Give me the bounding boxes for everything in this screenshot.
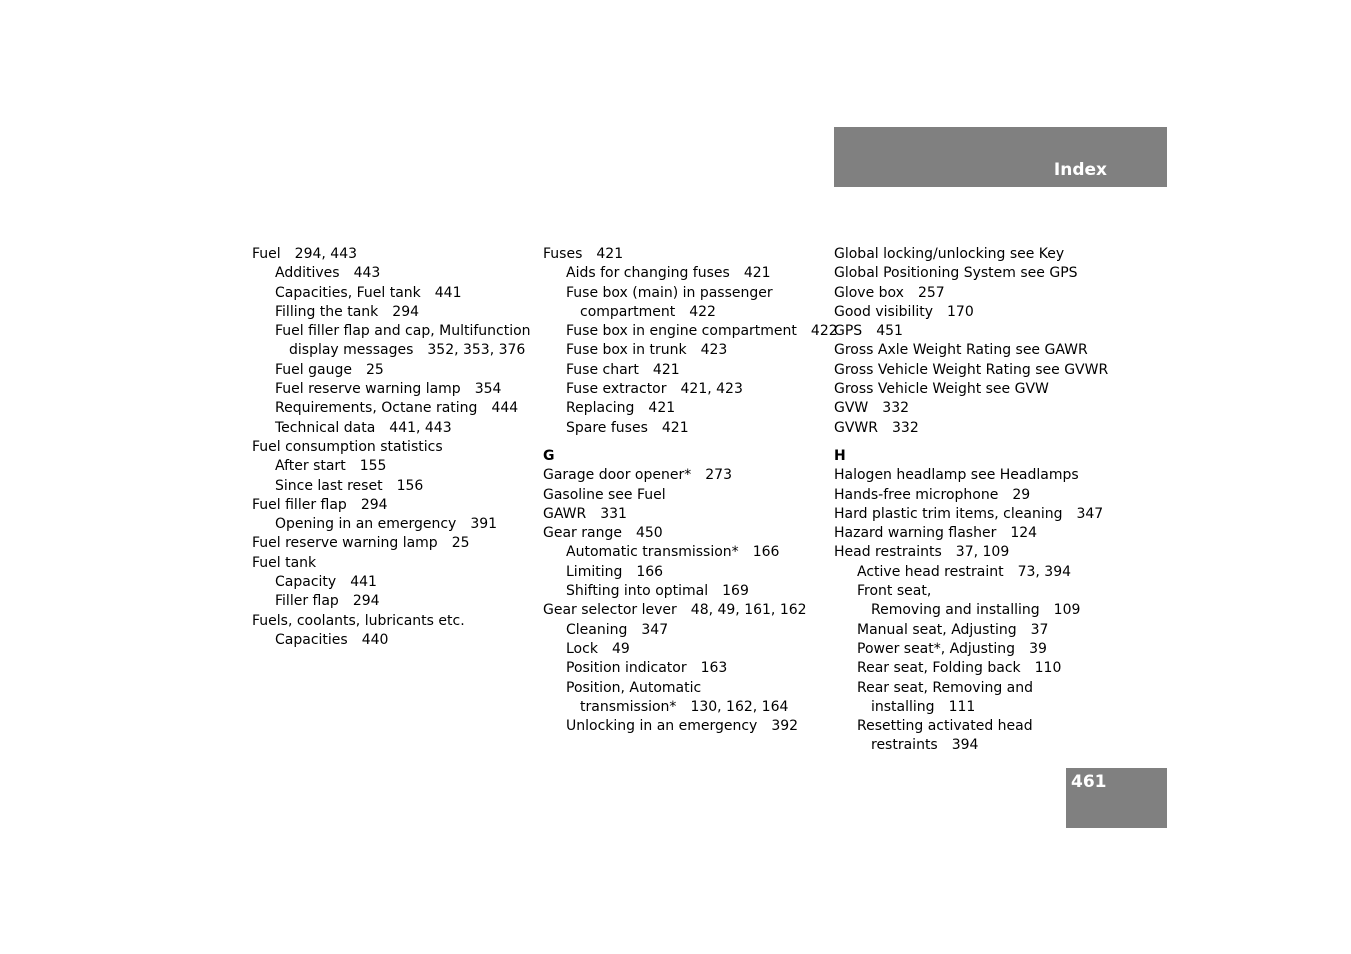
index-entry-term: Lock [566,640,598,657]
index-entry-pages: 37, 109 [955,544,1010,561]
index-entry-term: Manual seat, Adjusting [857,621,1017,638]
index-entry-pages: 37 [1030,621,1049,638]
index-entry [834,419,1134,438]
index-entry-term: Gear range [543,525,622,542]
index-entry [543,303,823,322]
index-entry-term: Capacities [275,631,348,648]
index-entry-term: Limiting [566,563,623,580]
index-entry-pages: 421 [743,265,771,282]
index-entry-pages: 111 [948,698,976,715]
index-entry-pages: 25 [451,535,470,552]
index-entry-pages: 423 [700,342,728,359]
index-entry [834,245,1134,264]
index-entry-pages: 421 [648,400,676,417]
index-entry-pages: 347 [1076,505,1104,522]
index-entry [834,621,1134,640]
index-entry-term: Head restraints [834,544,942,561]
index-entry-term: Capacity [275,574,337,591]
index-entry [543,640,823,659]
index-entry [543,245,823,264]
index-column-2 [543,245,838,736]
index-entry-term: Rear seat, Removing and [857,679,1034,696]
index-entry-term: Spare fuses [566,419,648,436]
index-entry-pages: 331 [600,505,627,522]
index-entry-pages: 441 [350,574,377,591]
index-entry-pages: 166 [752,544,780,561]
index-entry-pages: 73, 394 [1017,563,1072,580]
index-entry-pages: 124 [1010,525,1038,542]
index-entry-term: Fuse extractor [566,381,667,398]
index-entry [834,640,1134,659]
index-entry-term: display messages [289,342,414,359]
index-entry [543,399,823,418]
index-entry [543,621,823,640]
index-entry [252,573,532,592]
index-entry-pages: 332 [892,419,919,436]
index-entry [543,563,823,582]
index-entry-pages: 49 [611,640,630,657]
index-entry-term: Fuel consumption statistics [252,438,443,455]
index-entry-term: Hands-free microphone [834,486,999,503]
index-entry-term: Fuel gauge [275,361,352,378]
index-entry-term: Fuels, coolants, lubricants etc. [252,612,465,629]
index-entry [252,361,532,380]
index-entry-term: Hazard warning flasher [834,525,997,542]
index-entry-pages: 422 [810,323,838,340]
index-entry [252,554,532,573]
index-entry-term: Fuse box in trunk [566,342,687,359]
index-entry-term: Hard plastic trim items, cleaning [834,505,1063,522]
index-entry-term: Global Positioning System see GPS [834,265,1078,282]
index-entry [834,582,1134,601]
index-entry-term: Filler flap [275,593,339,610]
index-entry [252,264,532,283]
index-entry [543,659,823,678]
index-entry-term: Fuses [543,246,583,262]
index-entry [834,524,1134,543]
index-entry [543,505,823,524]
index-entry [834,543,1134,562]
index-entry-pages: 294 [392,303,420,320]
index-section-letter: H [834,447,846,464]
index-entry [834,361,1134,380]
index-entry-term: Fuel [252,246,281,262]
page-number: 461 [1071,772,1107,792]
index-entry-term: Position indicator [566,660,687,677]
index-entry [543,419,823,438]
index-entry-pages: 29 [1012,486,1031,503]
index-entry [834,505,1134,524]
index-entry [252,631,532,650]
index-entry [543,264,823,283]
index-entry-term: Fuse box in engine compartment [566,323,797,340]
index-entry [834,264,1134,283]
index-entry [252,341,532,360]
index-entry-term: transmission* [580,698,677,715]
index-entry-pages: 421 [596,246,624,262]
index-entry-pages: 441 [434,284,462,301]
index-entry [834,303,1134,322]
index-entry [252,457,532,476]
index-entry-term: Filling the tank [275,303,379,320]
index-entry-term: Fuel reserve warning lamp [275,381,461,398]
index-entry-term: Position, Automatic [566,679,702,696]
index-entry-term: GVW [834,400,869,417]
index-entry-pages: 25 [365,361,384,378]
index-entry-term: Gross Axle Weight Rating see GAWR [834,342,1088,359]
page-number-box [1066,768,1167,828]
index-entry-term: Active head restraint [857,563,1004,580]
index-entry [543,380,823,399]
page-title: Index [1053,160,1107,180]
index-entry [252,419,532,438]
index-entry-pages: 163 [700,660,728,677]
index-entry-term: Gasoline see Fuel [543,486,666,503]
index-entry [834,563,1134,582]
index-entry [252,592,532,611]
index-entry-term: Gear selector lever [543,602,677,619]
index-column-3 [834,245,1134,756]
index-entry-pages: 443 [353,265,381,282]
index-entry-term: Requirements, Octane rating [275,400,478,417]
index-entry-term: Fuel tank [252,554,317,571]
index-entry-term: Unlocking in an emergency [566,718,758,735]
index-entry-term: Good visibility [834,303,934,320]
index-entry-term: Global locking/unlocking see Key [834,246,1065,262]
index-entry-term: compartment [580,303,676,320]
index-entry [834,380,1134,399]
index-entry-term: restraints [871,737,938,754]
index-entry-term: Glove box [834,284,904,301]
index-entry-pages: 294, 443 [294,246,358,262]
index-entry-term: GPS [834,323,863,340]
index-entry-term: GAWR [543,505,587,522]
index-entry-pages: 166 [636,563,664,580]
index-entry-pages: 392 [771,718,799,735]
index-entry [543,698,823,717]
index-entry-term: Aids for changing fuses [566,265,730,282]
index-entry-pages: 109 [1053,602,1081,619]
index-entry [543,543,823,562]
index-entry-pages: 352, 353, 376 [427,342,526,359]
index-entry-term: Additives [275,265,340,282]
index-entry-term: Automatic transmission* [566,544,739,561]
index-entry-pages: 394 [951,737,979,754]
index-entry [543,601,823,620]
index-entry [252,245,532,264]
index-entry [252,515,532,534]
index-entry-term: Cleaning [566,621,628,638]
index-entry-pages: 130, 162, 164 [690,698,789,715]
index-entry-term: Halogen headlamp see Headlamps [834,467,1079,484]
index-entry-term: Fuel reserve warning lamp [252,535,438,552]
index-entry-term: installing [871,698,935,715]
index-entry [834,679,1134,698]
index-entry [834,466,1134,485]
index-entry-pages: 294 [360,496,388,513]
index-entry [543,717,823,736]
index-entry [252,534,532,553]
index-entry-pages: 450 [635,525,663,542]
index-entry-term: Garage door opener* [543,467,692,484]
index-entry [543,679,823,698]
index-entry [252,284,532,303]
index-entry-term: Power seat*, Adjusting [857,640,1016,657]
index-entry [543,582,823,601]
index-entry [252,380,532,399]
index-entry-term: Replacing [566,400,635,417]
index-entry-pages: 441, 443 [389,419,452,436]
index-entry-term: Gross Vehicle Weight Rating see GVWR [834,361,1109,378]
index-entry [252,303,532,322]
index-entry-term: Opening in an emergency [275,516,457,533]
index-entry [543,486,823,505]
index-entry [252,399,532,418]
index-entry [834,601,1134,620]
index-entry-pages: 444 [491,400,519,417]
index-entry-pages: 39 [1029,640,1047,657]
index-entry-term: Capacities, Fuel tank [275,284,421,301]
index-entry [252,438,532,457]
index-entry [543,361,823,380]
index-entry-pages: 332 [882,400,910,417]
index-entry [543,284,823,303]
index-entry-pages: 170 [947,303,974,320]
index-entry [543,322,838,341]
index-entry [252,322,532,341]
index-entry-term: GVWR [834,419,878,436]
index-entry [834,284,1134,303]
index-entry-pages: 273 [705,467,732,484]
index-entry-term: Fuse box (main) in passenger [566,284,773,301]
index-entry [834,322,1134,341]
index-entry-term: Shifting into optimal [566,583,709,600]
index-entry [543,524,823,543]
index-entry-term: Rear seat, Folding back [857,660,1021,677]
index-entry [834,736,1134,755]
index-entry-term: After start [275,458,346,475]
index-entry-term: Removing and installing [871,602,1040,619]
index-entry [252,496,532,515]
index-entry-pages: 391 [470,516,498,533]
index-entry-pages: 257 [917,284,945,301]
index-entry-term: Fuel filler flap [252,496,347,513]
index-entry-term: Gross Vehicle Weight see GVW [834,381,1049,398]
index-entry [834,341,1134,360]
index-entry-pages: 422 [689,303,716,320]
index-entry-term: Fuel filler flap and cap, Multifunction [275,323,531,340]
index-entry-term: Front seat, [857,583,932,600]
index-entry-pages: 347 [641,621,669,638]
index-entry [543,466,823,485]
index-section-letter: G [543,447,555,464]
index-entry-term: Resetting activated head [857,718,1033,735]
header-bar [834,127,1167,187]
index-entry [252,612,532,631]
index-entry [834,698,1134,717]
index-entry [834,717,1134,736]
index-entry-pages: 451 [876,323,903,340]
index-entry-pages: 169 [722,583,749,600]
index-entry-pages: 48, 49, 161, 162 [690,602,807,619]
index-entry-pages: 421, 423 [680,381,743,398]
index-entry-pages: 440 [361,631,389,648]
index-entry [834,486,1134,505]
index-entry [543,341,823,360]
index-entry [834,399,1134,418]
index-entry-term: Fuse chart [566,361,639,378]
index-entry-term: Since last reset [275,477,383,494]
index-entry-pages: 421 [652,361,680,378]
index-entry-pages: 294 [352,593,380,610]
index-entry [834,659,1134,678]
index-entry-pages: 110 [1034,660,1062,677]
index-entry-term: Technical data [275,419,376,436]
index-entry-pages: 156 [396,477,424,494]
index-column-1 [252,245,532,650]
index-entry-pages: 421 [661,419,689,436]
index-entry-pages: 354 [474,381,502,398]
index-entry-pages: 155 [359,458,387,475]
index-entry [252,477,532,496]
